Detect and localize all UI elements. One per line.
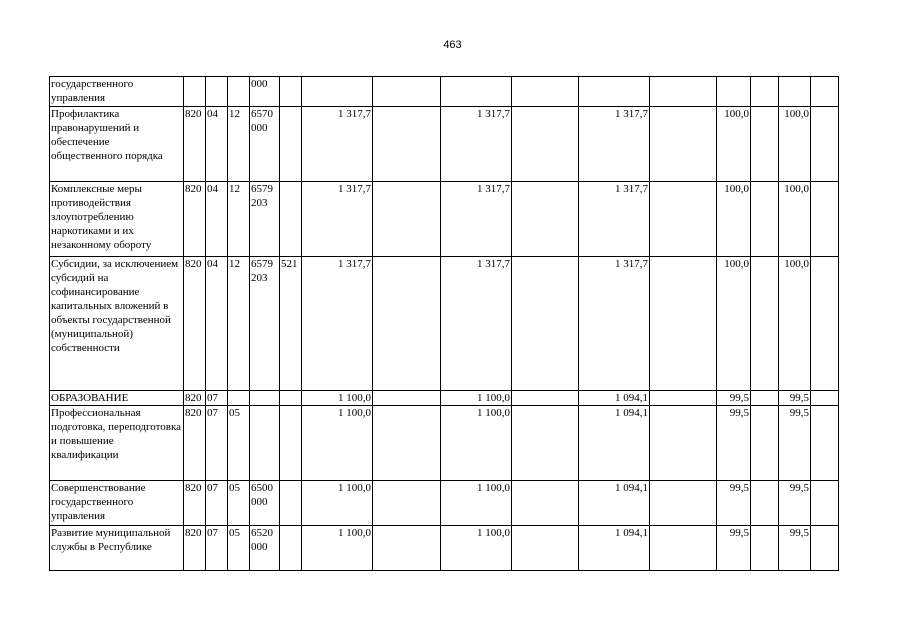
- section-code: 07: [206, 481, 228, 526]
- revised-plan-amount: 1 100,0: [441, 391, 512, 406]
- revised-plan-amount: 1 100,0: [441, 481, 512, 526]
- subsection-code: 12: [228, 257, 250, 391]
- executed-amount: 1 094,1: [579, 481, 650, 526]
- revised-plan-amount: 1 317,7: [441, 257, 512, 391]
- empty-cell: [751, 406, 779, 481]
- section-code: 07: [206, 526, 228, 571]
- section-code: 04: [206, 257, 228, 391]
- executed-amount: 1 317,7: [579, 257, 650, 391]
- empty-cell: [512, 406, 579, 481]
- execution-percent: 99,5: [717, 526, 751, 571]
- empty-cell: [751, 391, 779, 406]
- execution-percent: 100,0: [717, 257, 751, 391]
- row-name: Развитие муниципальной службы в Республике: [50, 526, 184, 571]
- target-article-code: 6570 000: [250, 107, 280, 182]
- empty-cell: [512, 257, 579, 391]
- empty-cell: [512, 77, 579, 107]
- expense-type-code: [280, 77, 302, 107]
- ved-code: 820: [184, 257, 206, 391]
- table-row: [50, 77, 839, 107]
- execution-percent: 99,5: [717, 406, 751, 481]
- table-row: [50, 391, 839, 406]
- empty-cell: [373, 481, 441, 526]
- empty-cell: [373, 77, 441, 107]
- section-code: [206, 77, 228, 107]
- empty-cell: [811, 526, 839, 571]
- target-article-code: 6579 203: [250, 257, 280, 391]
- execution-percent-revised: 99,5: [779, 526, 811, 571]
- empty-cell: [650, 182, 717, 257]
- empty-cell: [373, 257, 441, 391]
- execution-percent: 100,0: [717, 107, 751, 182]
- table-row: [50, 182, 839, 257]
- ved-code: 820: [184, 391, 206, 406]
- target-article-code: 6500 000: [250, 481, 280, 526]
- plan-amount: 1 317,7: [302, 257, 373, 391]
- subsection-code: 05: [228, 526, 250, 571]
- plan-amount: 1 100,0: [302, 526, 373, 571]
- empty-cell: [373, 526, 441, 571]
- subsection-code: 05: [228, 481, 250, 526]
- target-article-code: [250, 406, 280, 481]
- ved-code: 820: [184, 526, 206, 571]
- executed-amount: 1 094,1: [579, 406, 650, 481]
- table-row: [50, 107, 839, 182]
- empty-cell: [811, 107, 839, 182]
- empty-cell: [811, 182, 839, 257]
- subsection-code: [228, 77, 250, 107]
- budget-table: [49, 76, 839, 571]
- table-row: [50, 257, 839, 391]
- plan-amount: [302, 77, 373, 107]
- empty-cell: [751, 182, 779, 257]
- execution-percent: [717, 77, 751, 107]
- revised-plan-amount: 1 100,0: [441, 526, 512, 571]
- ved-code: 820: [184, 481, 206, 526]
- expense-type-code: [280, 391, 302, 406]
- empty-cell: [811, 77, 839, 107]
- ved-code: 820: [184, 107, 206, 182]
- section-code: 04: [206, 182, 228, 257]
- execution-percent-revised: 100,0: [779, 182, 811, 257]
- target-article-code: [250, 391, 280, 406]
- empty-cell: [650, 481, 717, 526]
- expense-type-code: [280, 406, 302, 481]
- row-name: Профессиональная подготовка, переподготовка и повышение квалификации: [50, 406, 184, 481]
- section-code: 07: [206, 391, 228, 406]
- expense-type-code: [280, 182, 302, 257]
- revised-plan-amount: 1 317,7: [441, 182, 512, 257]
- row-name: Комплексные меры противодействия злоупотреблению наркотиками и их незаконному обороту: [50, 182, 184, 257]
- empty-cell: [512, 391, 579, 406]
- plan-amount: 1 100,0: [302, 391, 373, 406]
- ved-code: 820: [184, 406, 206, 481]
- empty-cell: [512, 481, 579, 526]
- revised-plan-amount: 1 317,7: [441, 107, 512, 182]
- revised-plan-amount: [441, 77, 512, 107]
- plan-amount: 1 317,7: [302, 182, 373, 257]
- row-name: Субсидии, за исключением субсидий на софинансирование капитальных вложений в объекты государственной (муниципальной) собственности: [50, 257, 184, 391]
- empty-cell: [650, 77, 717, 107]
- empty-cell: [373, 391, 441, 406]
- executed-amount: 1 317,7: [579, 107, 650, 182]
- revised-plan-amount: 1 100,0: [441, 406, 512, 481]
- execution-percent-revised: 100,0: [779, 107, 811, 182]
- target-article-code: 6579 203: [250, 182, 280, 257]
- execution-percent-revised: 100,0: [779, 257, 811, 391]
- empty-cell: [811, 391, 839, 406]
- executed-amount: 1 094,1: [579, 391, 650, 406]
- table-row: [50, 406, 839, 481]
- empty-cell: [373, 406, 441, 481]
- empty-cell: [811, 406, 839, 481]
- subsection-code: 12: [228, 182, 250, 257]
- execution-percent-revised: [779, 77, 811, 107]
- empty-cell: [751, 107, 779, 182]
- execution-percent: 99,5: [717, 481, 751, 526]
- empty-cell: [512, 526, 579, 571]
- execution-percent-revised: 99,5: [779, 406, 811, 481]
- execution-percent: 99,5: [717, 391, 751, 406]
- subsection-code: [228, 391, 250, 406]
- empty-cell: [650, 391, 717, 406]
- target-article-code: 000: [250, 77, 280, 107]
- executed-amount: 1 317,7: [579, 182, 650, 257]
- execution-percent-revised: 99,5: [779, 481, 811, 526]
- empty-cell: [512, 182, 579, 257]
- expense-type-code: [280, 481, 302, 526]
- executed-amount: 1 094,1: [579, 526, 650, 571]
- ved-code: [184, 77, 206, 107]
- plan-amount: 1 100,0: [302, 406, 373, 481]
- expense-type-code: [280, 107, 302, 182]
- empty-cell: [751, 481, 779, 526]
- empty-cell: [650, 526, 717, 571]
- empty-cell: [811, 257, 839, 391]
- section-code: 07: [206, 406, 228, 481]
- empty-cell: [373, 182, 441, 257]
- expense-type-code: [280, 526, 302, 571]
- expense-type-code: 521: [280, 257, 302, 391]
- table-row: [50, 481, 839, 526]
- execution-percent-revised: 99,5: [779, 391, 811, 406]
- empty-cell: [751, 526, 779, 571]
- subsection-code: 12: [228, 107, 250, 182]
- execution-percent: 100,0: [717, 182, 751, 257]
- row-name: ОБРАЗОВАНИЕ: [50, 391, 184, 406]
- ved-code: 820: [184, 182, 206, 257]
- row-name: Профилактика правонарушений и обеспечение общественного порядка: [50, 107, 184, 182]
- subsection-code: 05: [228, 406, 250, 481]
- empty-cell: [811, 481, 839, 526]
- row-name: Совершенствование государственного управления: [50, 481, 184, 526]
- section-code: 04: [206, 107, 228, 182]
- table-row: [50, 526, 839, 571]
- plan-amount: 1 317,7: [302, 107, 373, 182]
- empty-cell: [512, 107, 579, 182]
- empty-cell: [751, 77, 779, 107]
- empty-cell: [650, 257, 717, 391]
- empty-cell: [650, 107, 717, 182]
- empty-cell: [373, 107, 441, 182]
- page-number: 463: [443, 39, 462, 51]
- empty-cell: [650, 406, 717, 481]
- executed-amount: [579, 77, 650, 107]
- target-article-code: 6520 000: [250, 526, 280, 571]
- row-name: государственного управления: [50, 77, 184, 107]
- plan-amount: 1 100,0: [302, 481, 373, 526]
- empty-cell: [751, 257, 779, 391]
